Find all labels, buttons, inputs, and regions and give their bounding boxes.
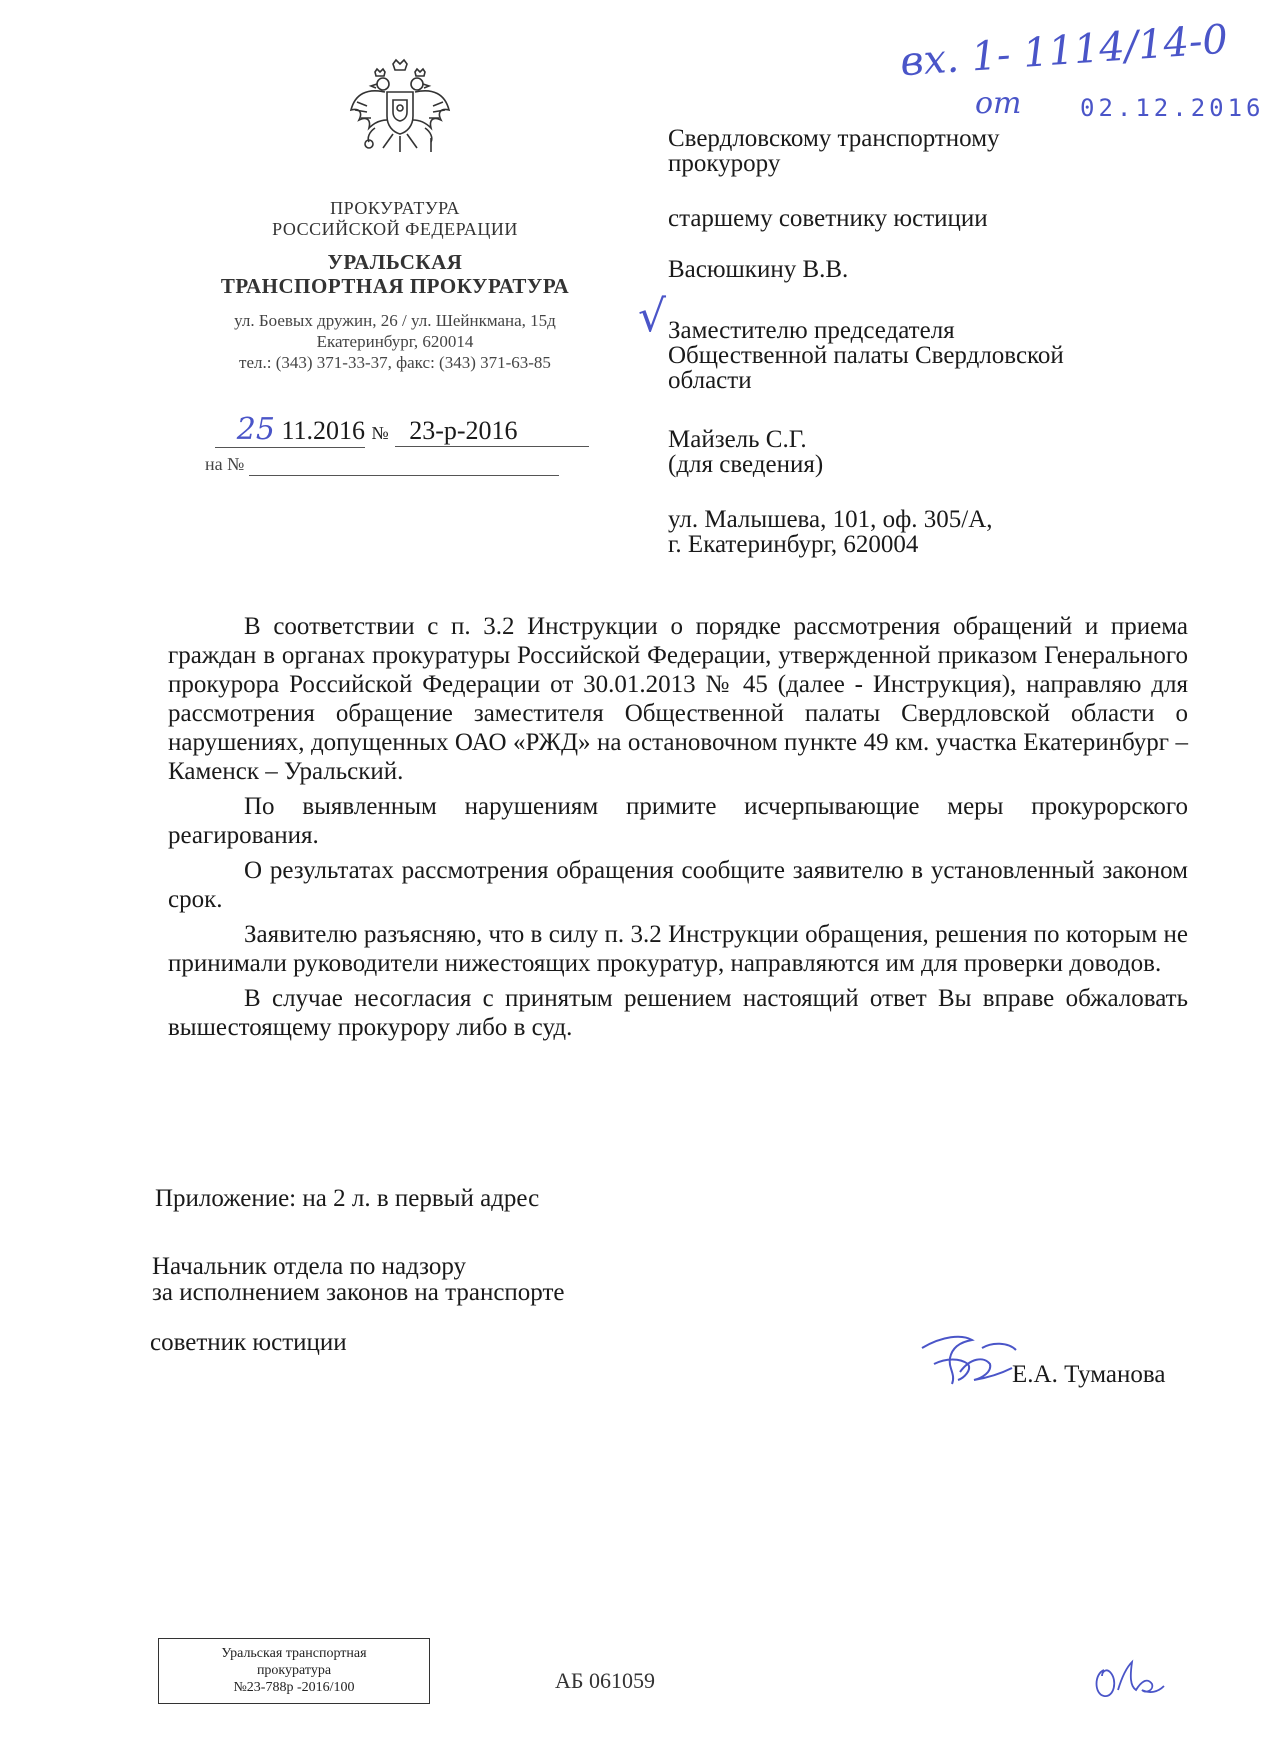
letter-body [168,612,1188,1048]
coat-of-arms-emblem [345,58,455,158]
addressee-line1: Свердловскому транспортному [668,125,1000,152]
addressee-line4: Васюшкину В.В. [668,256,849,283]
check-mark: √ [638,291,667,342]
addressee-line8: Майзель С.Г. [668,426,807,453]
body-paragraph-2: По выявленным нарушениям примите исчерпывающие меры прокурорского реагирования. [168,793,1188,849]
addressee-line2: прокурору [668,150,781,177]
registration-box [158,1638,430,1704]
body-paragraph-3: О результатах рассмотрения обращения сообщите заявителю в установленный законом срок. [168,857,1188,913]
addressee-block [638,125,1188,558]
addressee-line6: Общественной палаты Свердловской [668,342,1064,369]
document-date-number [215,412,589,448]
registration-box-line2: прокуратура [256,1663,332,1678]
date-month-year: 11.2016 [281,416,365,445]
form-serial-number: АБ 061059 [555,1668,656,1693]
sender-header [205,198,585,373]
signature-title [152,1254,565,1306]
handwritten-initials [1090,1650,1170,1710]
dept-name-line2: ТРАНСПОРТНАЯ ПРОКУРАТУРА [220,274,570,298]
reference-label: на № [205,454,245,474]
dept-name-line1: УРАЛЬСКАЯ [327,250,463,274]
addressee-line11: г. Екатеринбург, 620004 [668,531,919,558]
registration-box-line1: Уральская транспортная [221,1646,367,1661]
signature-title-line2: за исполнением законов на транспорте [152,1279,565,1306]
sender-address-line1: ул. Боевых дружин, 26 / ул. Шейнкмана, 15д [234,311,556,330]
addressee-line10: ул. Малышева, 101, оф. 305/А, [668,506,993,533]
registration-box-line3: №23-788р -2016/100 [233,1680,355,1695]
registration-date: 02.12.2016 [1080,94,1265,122]
body-paragraph-4: Заявителю разъясняю, что в силу п. 3.2 Инструкции обращения, решения по которым не принимали руководители нижестоящих прокуратур, направляются им для проверки доводов. [168,921,1188,977]
sender-phone-line: тел.: (343) 371-33-37, факс: (343) 371-63-85 [239,353,551,372]
addressee-line5: Заместителю председателя [668,317,955,344]
org-name-line1: ПРОКУРАТУРА [330,198,460,218]
org-name-line2: РОССИЙСКОЙ ФЕДЕРАЦИИ [272,219,518,239]
body-paragraph-5: В случае несогласия с принятым решением настоящий ответ Вы вправе обжаловать вышестоящему прокурору либо в суд. [168,985,1188,1041]
registration-note: вх. 1- 1114/14-0 [898,16,1230,86]
number-sign: № [371,423,389,443]
registration-initials: от [975,86,1022,121]
date-day: 25 [236,412,275,447]
signature-title-line1: Начальник отдела по надзору [152,1253,467,1280]
sender-address-line2: Екатеринбург, 620014 [316,332,474,351]
addressee-line9: (для сведения) [668,451,824,478]
addressee-line3: старшему советнику юстиции [668,205,988,232]
addressee-line7: области [668,367,752,394]
reference-line [205,454,559,476]
body-paragraph-1: В соответствии с п. 3.2 Инструкции о порядке рассмотрения обращений и приема граждан в органах прокуратуры Российской Федерации, утвержденной приказом Генерального прокурора Российской Федерации от 30.01.2013 № 45 (далее - Инструкция), направляю для рассмотрения обращение заместителя Общественной палаты Свердловской области о нарушениях, допущенных ОАО «РЖД» на остановочном пункте 49 км. участка Екатеринбург – Каменск – Уральский. [168,613,1188,785]
signature-rank: советник юстиции [150,1329,347,1356]
attachment-note: Приложение: на 2 л. в первый адрес [155,1185,540,1212]
signatory-name: Е.А. Туманова [1012,1361,1166,1388]
document-number: 23-р-2016 [395,416,589,447]
